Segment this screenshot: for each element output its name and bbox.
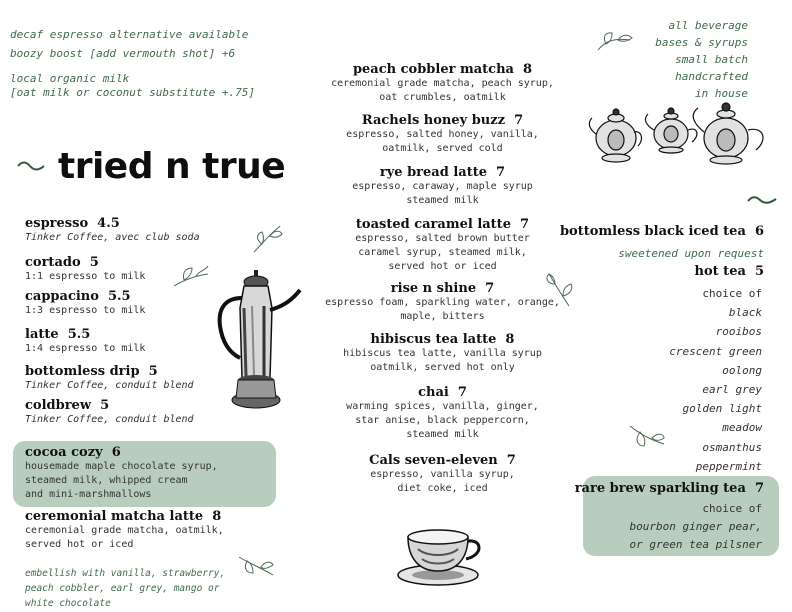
house-note-line: all beverage: [668, 19, 748, 32]
item-name: rye bread latte: [379, 165, 487, 180]
menu-item: [25, 445, 218, 502]
item-desc: diet coke, iced: [397, 483, 488, 494]
menu-item: [575, 481, 764, 554]
item-price: 5: [754, 264, 764, 279]
leaf-icon: [628, 422, 666, 452]
item-desc: served hot or iced: [25, 539, 134, 550]
item-price: 7: [514, 113, 524, 128]
item-desc: choice of: [702, 502, 762, 515]
menu-item: [25, 289, 145, 318]
item-price: 5.5: [107, 289, 131, 304]
house-note-line: in house: [695, 87, 748, 100]
item-desc: or green tea pilsner: [629, 538, 762, 551]
item-name: toasted caramel latte: [355, 217, 511, 232]
menu-item: [25, 255, 145, 284]
item-name: bottomless drip: [25, 364, 140, 379]
tea-option: earl grey: [702, 383, 762, 397]
embellish-line: embellish with vanilla, strawberry,: [25, 568, 226, 579]
item-name: chai: [418, 385, 449, 400]
item-desc: espresso, caraway, maple syrup: [352, 181, 533, 192]
item-price: 7: [754, 481, 764, 496]
item-desc: oat crumbles, oatmilk: [379, 92, 506, 103]
item-desc: 1:1 espresso to milk: [25, 271, 146, 282]
item-price: 7: [520, 217, 530, 232]
leaf-icon: [596, 30, 634, 54]
item-desc: steamed milk: [406, 429, 479, 440]
menu-item: [25, 509, 224, 552]
item-name: rise n shine: [390, 281, 477, 296]
item-price: 5.5: [67, 327, 91, 342]
menu-item: [305, 165, 580, 217]
menu-item: [25, 216, 200, 245]
decaf-note: decaf espresso alternative available: [10, 28, 249, 41]
menu-item: [305, 62, 580, 113]
item-name: latte: [25, 327, 59, 342]
item-desc: maple, bitters: [400, 311, 485, 322]
item-name: espresso: [25, 216, 89, 231]
item-desc: oatmilk, served cold: [382, 143, 503, 154]
house-note-line: bases & syrups: [655, 36, 748, 49]
embellish-line: peach cobbler, earl grey, mango or: [25, 583, 220, 594]
item-desc: star anise, black peppercorn,: [355, 415, 530, 426]
item-price: 5: [89, 255, 99, 270]
item-desc: sweetened upon request: [618, 247, 764, 260]
tea-option: peppermint: [695, 459, 762, 473]
house-made-note: [655, 17, 748, 102]
item-desc: 1:3 espresso to milk: [25, 305, 146, 316]
coffee-pot-icon: [214, 268, 304, 410]
milk-note: local organic milk: [10, 72, 130, 85]
menu-item: [305, 332, 580, 385]
item-name: hibiscus tea latte: [370, 332, 497, 347]
item-desc: and mini-marshmallows: [25, 489, 152, 500]
menu-item: [25, 364, 194, 393]
item-desc: espresso foam, sparkling water, orange,: [325, 297, 560, 308]
item-desc: Tinker Coffee, conduit blend: [25, 414, 194, 425]
house-note-line: small batch: [675, 53, 748, 66]
leaf-icon: [543, 272, 575, 308]
item-desc: Tinker Coffee, avec club soda: [25, 232, 200, 243]
item-name: rare brew sparkling tea: [574, 481, 746, 496]
teapots-icon: [586, 96, 776, 168]
item-name: hot tea: [694, 264, 746, 279]
item-price: 7: [506, 453, 516, 468]
house-note-line: handcrafted: [675, 70, 748, 83]
item-desc: bourbon ginger pear,: [629, 520, 762, 533]
boozy-note: boozy boost [add vermouth shot] +6: [10, 47, 236, 60]
item-price: 6: [754, 224, 764, 239]
item-price: 8: [505, 332, 515, 347]
item-desc: steamed milk: [406, 195, 479, 206]
item-desc: housemade maple chocolate syrup,: [25, 461, 218, 472]
item-name: Rachels honey buzz: [361, 113, 506, 128]
item-desc: espresso, salted honey, vanilla,: [346, 129, 539, 140]
item-name: ceremonial matcha latte: [25, 509, 204, 524]
section-title: tried n true: [58, 146, 286, 187]
item-price: 6: [111, 445, 121, 460]
menu-item: [305, 453, 580, 496]
item-desc: ceremonial grade matcha, peach syrup,: [331, 78, 554, 89]
leaf-icon: [172, 262, 210, 290]
item-desc: Tinker Coffee, conduit blend: [25, 380, 194, 391]
tea-option: black: [728, 306, 762, 320]
item-desc: oatmilk, served hot only: [370, 362, 515, 373]
leaf-icon: [237, 553, 275, 577]
tea-option: oolong: [722, 363, 762, 377]
swirl-icon: [16, 158, 46, 174]
item-price: 7: [496, 165, 506, 180]
tea-option: choice of: [702, 287, 762, 300]
center-menu: [305, 62, 580, 496]
menu-item: [25, 327, 145, 356]
item-name: cortado: [25, 255, 81, 270]
item-price: 5: [100, 398, 110, 413]
menu-item: [305, 113, 580, 165]
item-desc: espresso, salted brown butter: [355, 233, 530, 244]
teacup-icon: [396, 527, 486, 589]
item-desc: warming spices, vanilla, ginger,: [346, 401, 539, 412]
item-price: 4.5: [97, 216, 120, 231]
embellish-line: white chocolate: [25, 598, 111, 609]
tea-option: crescent green: [669, 344, 762, 358]
tea-option: meadow: [722, 421, 762, 435]
item-desc: served hot or iced: [388, 261, 497, 272]
item-desc: espresso, vanilla syrup,: [370, 469, 515, 480]
tea-option: rooibos: [715, 325, 762, 339]
item-name: coldbrew: [25, 398, 92, 413]
item-price: 7: [485, 281, 495, 296]
menu-item: [695, 264, 764, 279]
milk-substitute-note: [oat milk or coconut substitute +.75]: [10, 86, 256, 99]
item-desc: steamed milk, whipped cream: [25, 475, 188, 486]
item-price: 8: [212, 509, 222, 524]
item-desc: ceremonial grade matcha, oatmilk,: [25, 525, 224, 536]
item-name: cappacino: [25, 289, 99, 304]
item-name: cocoa cozy: [25, 445, 103, 460]
item-price: 5: [148, 364, 158, 379]
item-price: 7: [457, 385, 467, 400]
swirl-icon: [746, 193, 778, 207]
item-desc: 1:4 espresso to milk: [25, 343, 146, 354]
item-price: 8: [523, 62, 533, 77]
item-name: Cals seven-eleven: [369, 453, 498, 468]
menu-item: [305, 281, 580, 332]
menu-item: [305, 217, 580, 281]
item-name: peach cobbler matcha: [352, 62, 514, 77]
item-desc: hibiscus tea latte, vanilla syrup: [343, 348, 542, 359]
embellish-note: [25, 566, 225, 611]
tea-options: [669, 284, 762, 476]
menu-item: [560, 224, 764, 261]
menu-item: [305, 385, 580, 453]
item-desc: caramel syrup, steamed milk,: [358, 247, 527, 258]
leaf-icon: [250, 222, 284, 254]
tea-option: osmanthus: [702, 440, 762, 454]
tea-option: golden light: [682, 402, 762, 416]
item-name: bottomless black iced tea: [559, 224, 746, 239]
menu-item: [25, 398, 194, 427]
